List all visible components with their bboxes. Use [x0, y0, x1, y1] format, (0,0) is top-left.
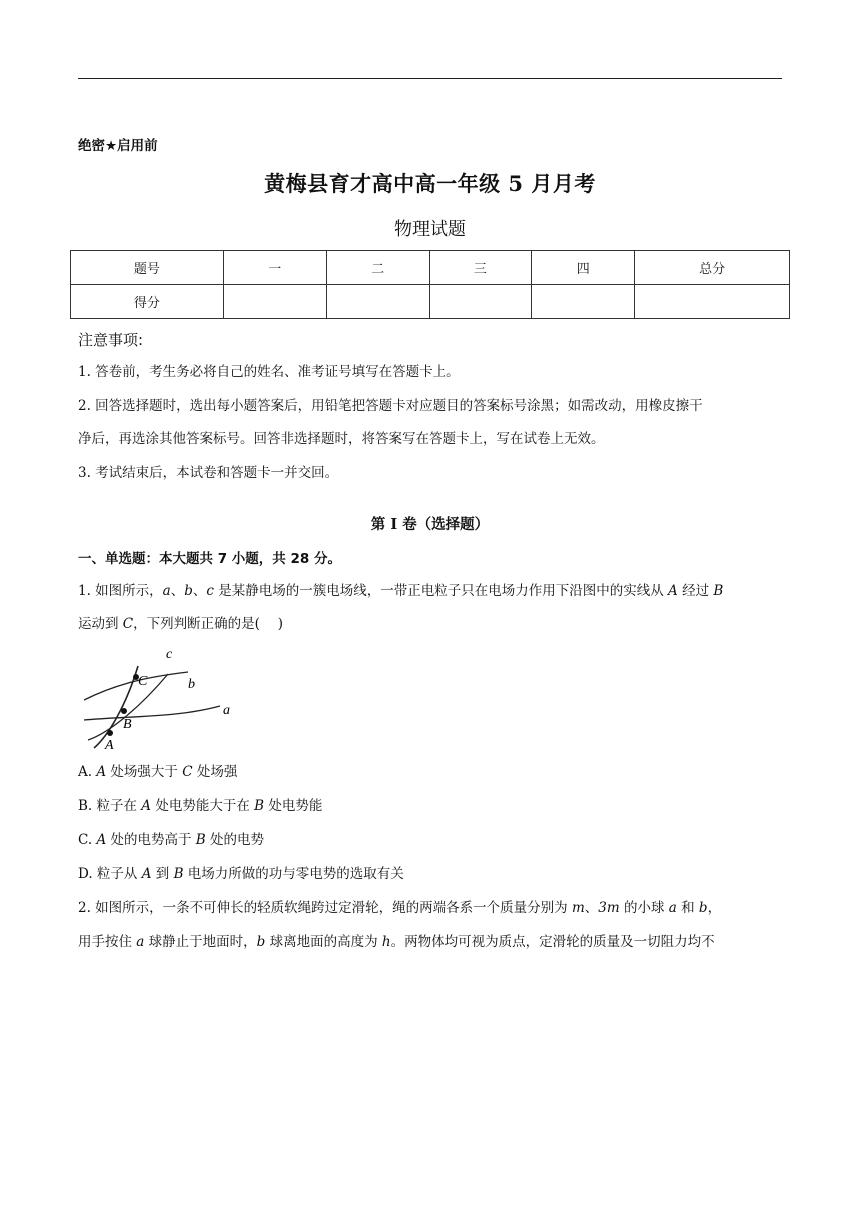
text: 1. 如图所示，: [78, 583, 163, 599]
q1-stem-line-1: [78, 581, 723, 601]
text: 2. 如图所示，一条不可伸长的轻质软绳跨过定滑轮，绳的两端各系一个质量分别为: [78, 900, 572, 916]
var: B: [713, 583, 724, 599]
text: 处场强大于: [106, 764, 183, 780]
score-cell[interactable]: [635, 285, 790, 319]
label-point-c: C: [138, 674, 148, 689]
q1-option-a[interactable]: [78, 762, 237, 782]
confidential-label: 绝密★启用前: [78, 138, 158, 154]
notice-heading: 注意事项:: [78, 331, 144, 349]
text: 处电势能大于在: [151, 798, 255, 814]
table-cell: 一: [223, 251, 326, 285]
var: A: [96, 764, 107, 780]
table-cell: 二: [326, 251, 429, 285]
table-cell: 总分: [635, 251, 790, 285]
q1-option-d[interactable]: [78, 864, 404, 884]
var: A: [141, 866, 152, 882]
text: ，下列判断正确的是( ): [133, 616, 283, 632]
text: 经过: [677, 583, 714, 599]
text: 的小球: [619, 900, 669, 916]
table-cell: 得分: [71, 285, 224, 319]
text: 处的电势: [205, 832, 264, 848]
var: m: [571, 900, 585, 916]
text: 运动到: [78, 616, 123, 632]
q2-stem-line-1: [78, 898, 721, 918]
text: 处场强: [192, 764, 238, 780]
var: b: [184, 583, 193, 599]
var: A: [668, 583, 678, 599]
field-line-a: [84, 706, 220, 720]
var: B: [195, 832, 206, 848]
var: c: [206, 583, 214, 599]
text: 用手按住: [78, 934, 137, 950]
text: 。两物体均可视为质点，定滑轮的质量及一切阻力均不: [390, 934, 715, 950]
q2-stem-line-2: [78, 932, 715, 952]
var: C: [182, 764, 193, 780]
score-table-score-row: [71, 285, 790, 319]
var: a: [668, 900, 677, 916]
notice-item-2-line-1: 2. 回答选择题时，选出每小题答案后，用铅笔把答题卡对应题目的答案标号涂黑；如需改动，用橡皮擦干: [78, 398, 703, 414]
point-a-marker: [107, 730, 113, 736]
exam-title: 黄梅县育才高中高一年级 5 月月考: [264, 171, 596, 196]
text: 处的电势高于: [106, 832, 196, 848]
section-title: 第 I 卷（选择题）: [370, 516, 490, 533]
label-a: a: [223, 703, 230, 718]
var: A: [141, 798, 152, 814]
score-table-header-row: [71, 251, 790, 285]
var: b: [698, 900, 708, 916]
text: 球离地面的高度为: [265, 934, 382, 950]
text: D. 粒子从: [78, 866, 142, 882]
q1-option-c[interactable]: [78, 830, 264, 850]
point-b-marker: [121, 708, 127, 714]
text: 、: [584, 900, 599, 916]
label-c: c: [166, 647, 173, 662]
var: B: [173, 866, 184, 882]
score-cell[interactable]: [326, 285, 429, 319]
text: 是某静电场的一簇电场线，一带正电粒子只在电场力作用下沿图中的实线从: [213, 583, 669, 599]
var: 3m: [598, 900, 620, 916]
var: A: [96, 832, 107, 848]
var: a: [162, 583, 171, 599]
score-cell[interactable]: [223, 285, 326, 319]
exam-subtitle: 物理试题: [394, 219, 466, 240]
text: 、: [192, 583, 207, 599]
text: 电场力所做的功与零电势的选取有关: [183, 866, 404, 882]
var: B: [254, 798, 265, 814]
q1-stem-line-2: [78, 614, 283, 634]
notice-item-1: 1. 答卷前，考生务必将自己的姓名、准考证号填写在答题卡上。: [78, 364, 460, 380]
particle-trajectory: [94, 666, 138, 748]
q1-option-b[interactable]: [78, 796, 322, 816]
notice-item-2-line-2: 净后，再选涂其他答案标号。回答非选择题时，将答案写在答题卡上，写在试卷上无效。: [78, 431, 605, 447]
score-cell[interactable]: [429, 285, 532, 319]
text: C.: [78, 832, 97, 848]
notice-item-3: 3. 考试结束后，本试卷和答题卡一并交回。: [78, 465, 339, 481]
header-rule: [78, 78, 782, 79]
score-cell[interactable]: [532, 285, 635, 319]
electric-field-figure: [76, 642, 246, 752]
score-table: [70, 250, 790, 319]
label-b: b: [188, 677, 195, 692]
part-one-heading: 一、单选题：本大题共 7 小题，共 28 分。: [78, 551, 341, 567]
text: 处电势能: [264, 798, 323, 814]
var: h: [381, 934, 391, 950]
var: b: [256, 934, 266, 950]
label-point-b: B: [123, 717, 132, 732]
table-cell: 题号: [71, 251, 224, 285]
text: B. 粒子在: [78, 798, 142, 814]
label-point-a: A: [105, 738, 114, 752]
text: 到: [151, 866, 174, 882]
text: 、: [170, 583, 185, 599]
var: C: [122, 616, 134, 632]
table-cell: 三: [429, 251, 532, 285]
table-cell: 四: [532, 251, 635, 285]
var: a: [136, 934, 145, 950]
text: 球静止于地面时，: [144, 934, 257, 950]
text: 和: [676, 900, 699, 916]
text: A.: [78, 764, 97, 780]
text: ，: [707, 900, 722, 916]
